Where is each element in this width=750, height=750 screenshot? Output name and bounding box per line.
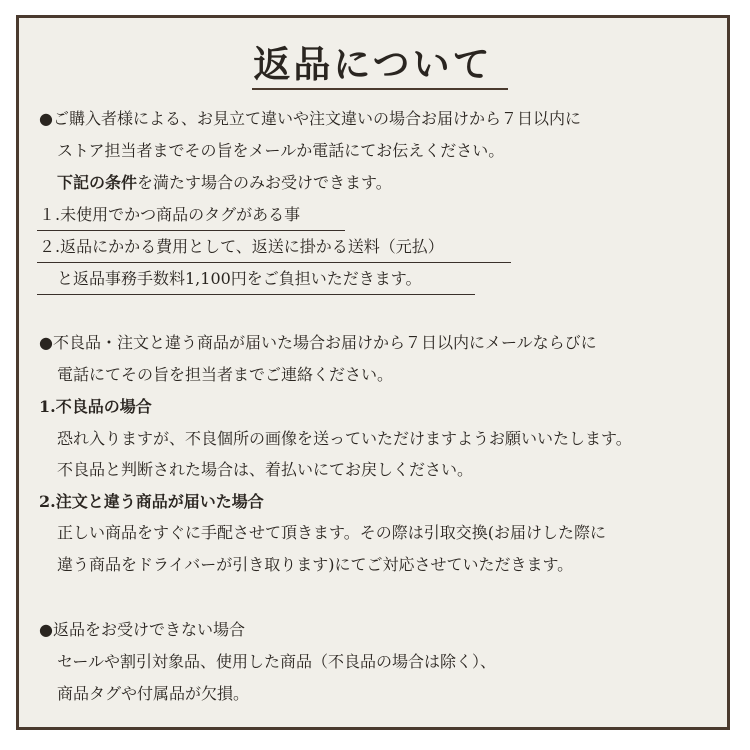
condition-2b: と返品事務手数料1,100円をご負担いただきます。 bbox=[57, 269, 422, 288]
s1-line3 bbox=[57, 172, 392, 194]
defect-line1: 恐れ入りますが、不良個所の画像を送っていただけますようお願いいたします。 bbox=[57, 429, 632, 448]
defect-heading: 1.不良品の場合 bbox=[39, 397, 152, 416]
wrong-item-line1: 正しい商品をすぐに手配させて頂きます。その際は引取交換(お届けした際に bbox=[57, 523, 606, 542]
condition-2a-underline bbox=[37, 262, 511, 263]
s2-line2: 電話にてその旨を担当者までご連絡ください。 bbox=[57, 365, 394, 384]
page-title: 返品について bbox=[253, 42, 493, 86]
s1-line2: ストア担当者までその旨をメールか電話にてお伝えください。 bbox=[57, 141, 505, 160]
conditions-bold: 下記の条件 bbox=[57, 173, 138, 192]
condition-1-underline bbox=[37, 230, 345, 231]
condition-2b-underline bbox=[37, 294, 475, 295]
s3-line1: ●返品をお受けできない場合 bbox=[39, 620, 245, 639]
title-underline bbox=[252, 88, 508, 90]
condition-1: １.未使用でかつ商品のタグがある事 bbox=[39, 205, 301, 224]
wrong-item-heading: 2.注文と違う商品が届いた場合 bbox=[39, 492, 264, 511]
s1-line1: ●ご購入者様による、お見立て違いや注文違いの場合お届けから７日以内に bbox=[39, 109, 581, 128]
wrong-item-line2: 違う商品をドライバーが引き取ります)にてご対応させていただきます。 bbox=[57, 555, 574, 574]
condition-2a: ２.返品にかかる費用として、返送に掛かる送料（元払） bbox=[39, 237, 444, 256]
s2-line1: ●不良品・注文と違う商品が届いた場合お届けから７日以内にメールならびに bbox=[39, 333, 597, 352]
s1-line3-rest: を満たす場合のみお受けできます。 bbox=[137, 173, 392, 192]
s3-line2: セールや割引対象品、使用した商品（不良品の場合は除く）、 bbox=[57, 652, 497, 671]
defect-line2: 不良品と判断された場合は、着払いにてお戻しください。 bbox=[57, 460, 474, 479]
s3-line3: 商品タグや付属品が欠損。 bbox=[57, 684, 250, 703]
notice-frame bbox=[16, 15, 730, 730]
